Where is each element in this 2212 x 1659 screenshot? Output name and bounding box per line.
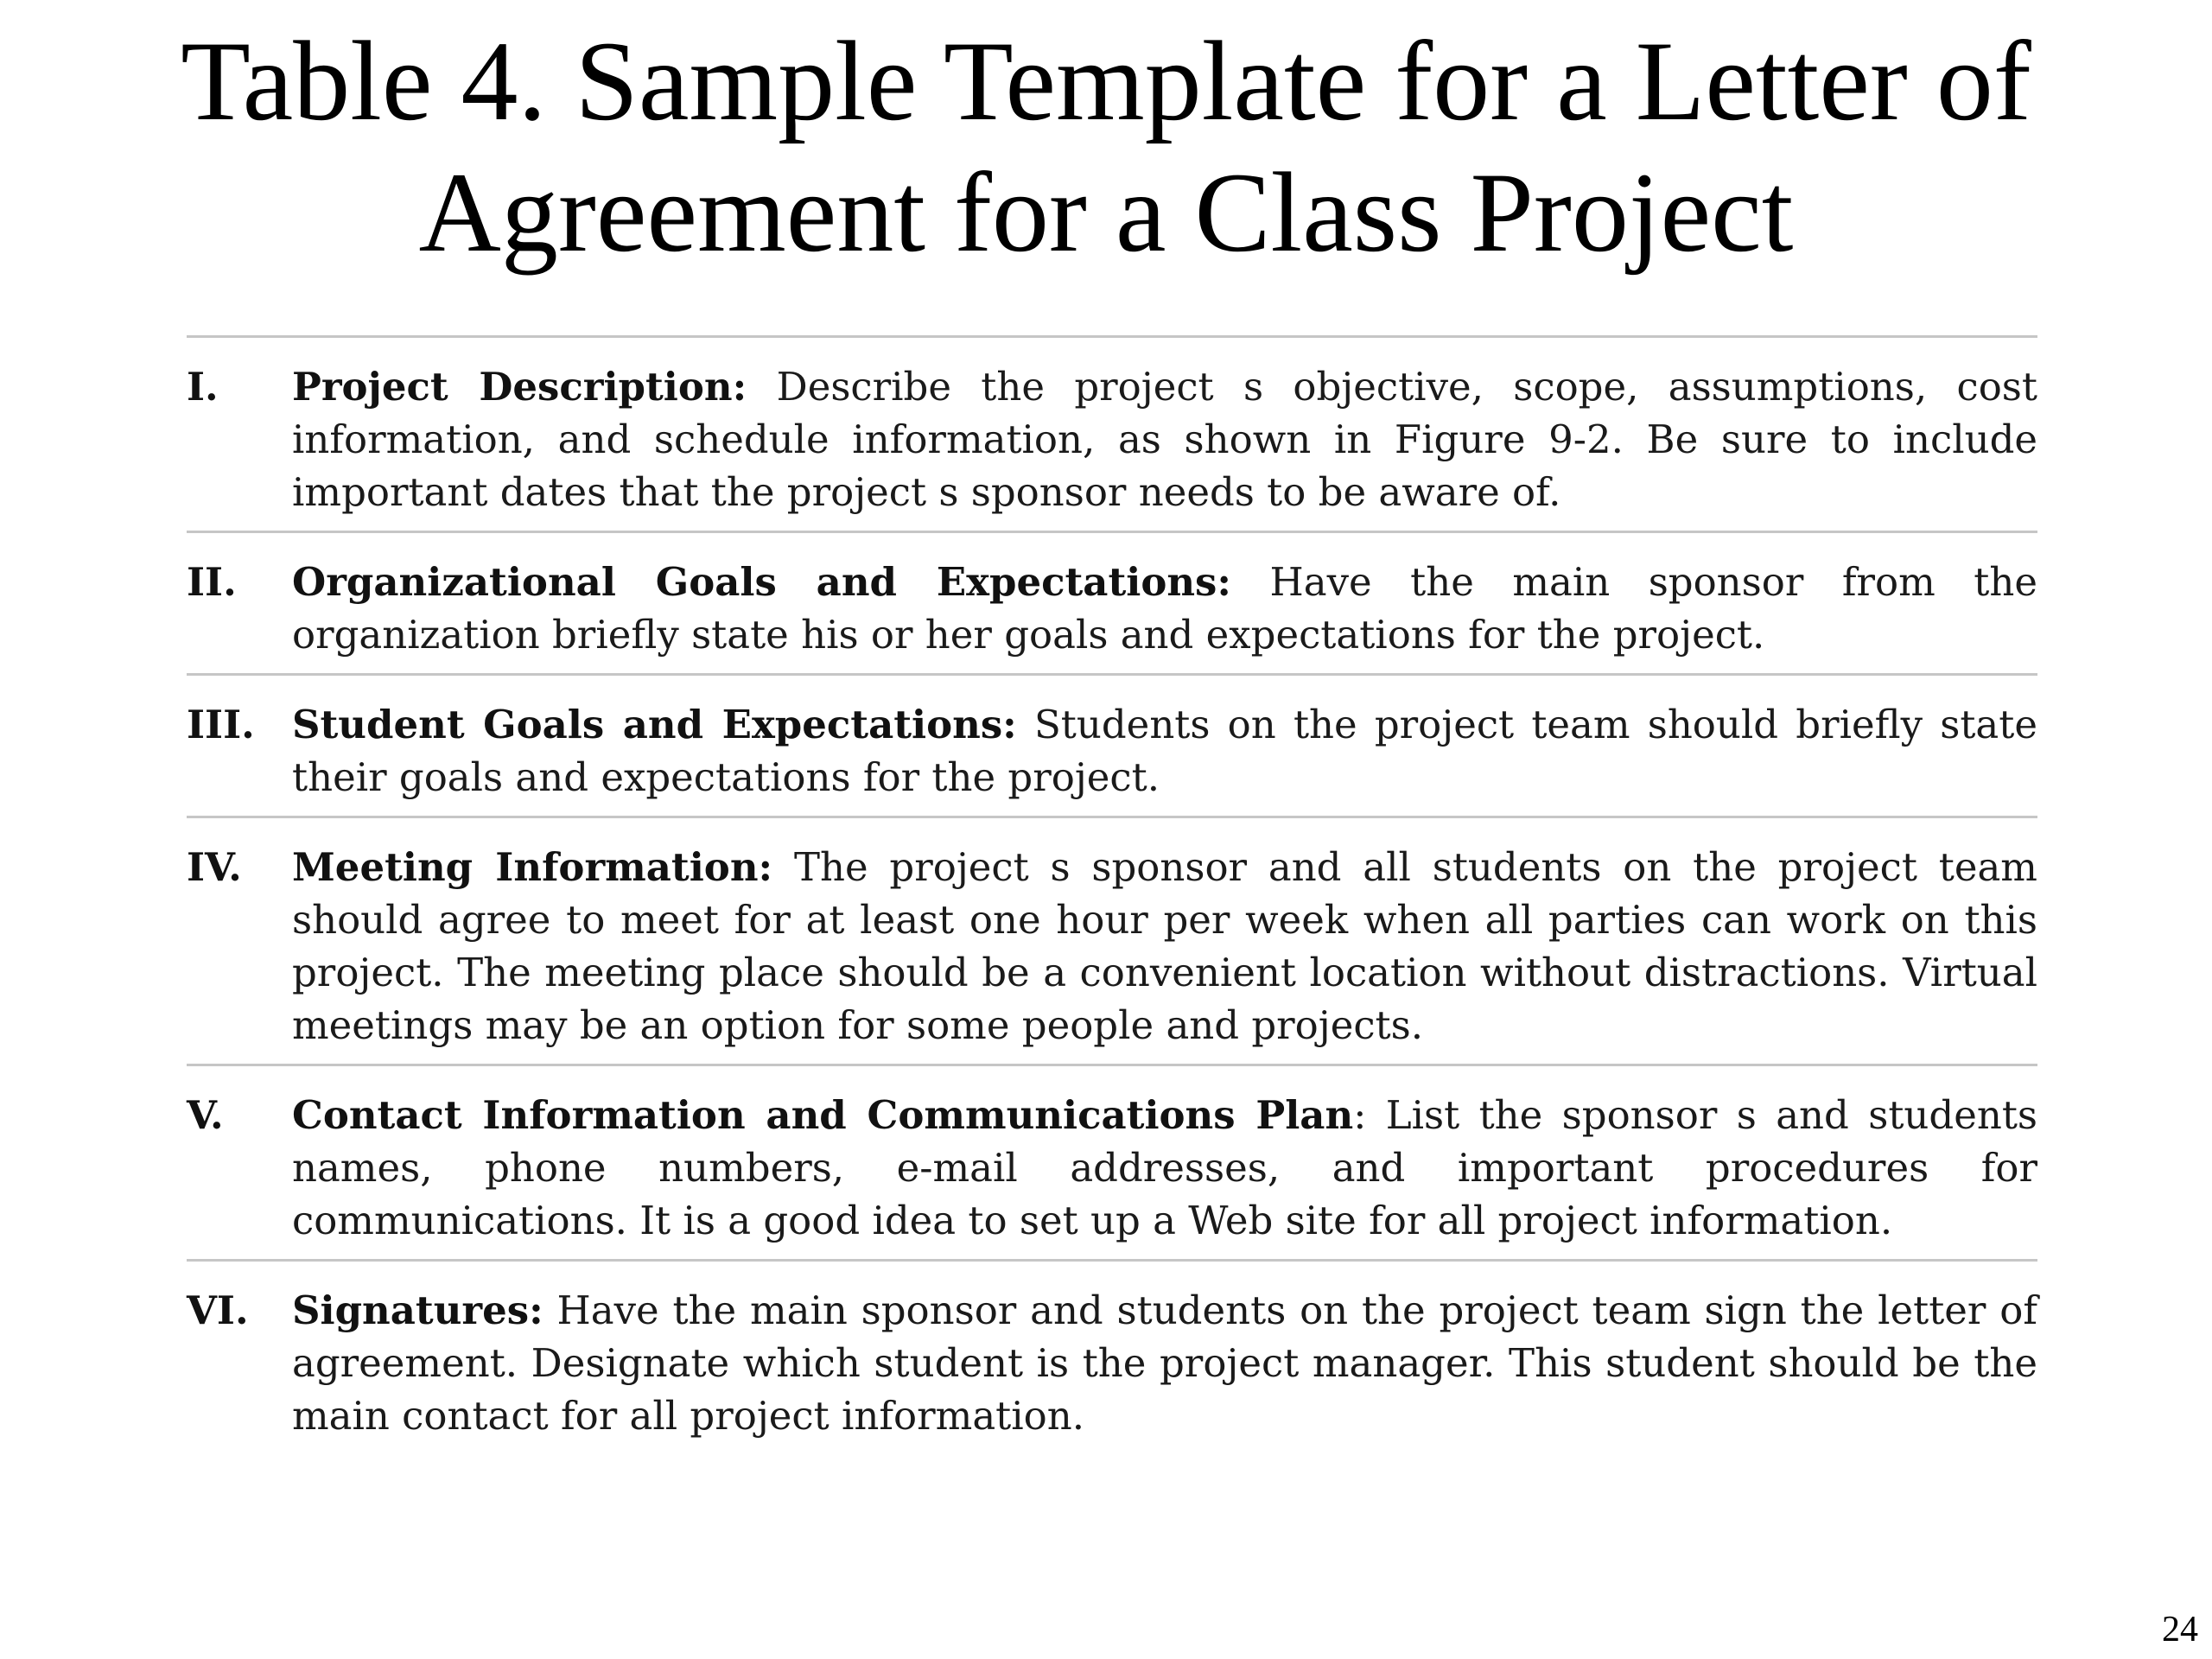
table-row-meeting-information [187, 818, 2037, 1066]
title-line-2: Agreement for a Class Project [418, 149, 1794, 276]
row-text [292, 556, 2037, 661]
row-label: Organizational Goals and Expectations: [292, 559, 1231, 605]
row-numeral: III. [187, 702, 255, 747]
table-row-student-goals [187, 676, 2037, 818]
row-numeral: I. [187, 364, 219, 410]
row-description: Students on the project team should briefly state their goals and expectations for the project. [292, 702, 2037, 800]
row-text [292, 841, 2037, 1052]
title-line-1: Table 4. Sample Template for a Letter of [181, 17, 2031, 144]
row-label: Student Goals and Expectations: [292, 702, 1017, 747]
row-text [292, 1284, 2037, 1442]
row-label: Project Description: [292, 364, 747, 410]
row-text [292, 698, 2037, 804]
table-row-contact-information [187, 1066, 2037, 1262]
row-label: Meeting Information: [292, 844, 773, 890]
row-label: Contact Information and Communications Plan [292, 1092, 1354, 1138]
row-description: Have the main sponsor and students on the project team sign the letter of agreement. Designate which student is the project manager. This student should be the main contact for all project information. [292, 1287, 2037, 1439]
row-numeral: IV. [187, 844, 242, 890]
table-row-project-description [187, 338, 2037, 533]
slide-title [0, 16, 2212, 278]
row-label: Signatures: [292, 1287, 543, 1333]
row-text [292, 360, 2037, 518]
row-description: Have the main sponsor from the organization briefly state his or her goals and expectations for the project. [292, 559, 2037, 658]
row-text [292, 1089, 2037, 1247]
agreement-template-table [187, 335, 2037, 1454]
row-numeral: V. [187, 1092, 224, 1138]
row-numeral: II. [187, 559, 237, 605]
row-description: : List the sponsor s and students names, phone numbers, e-mail addresses, and important procedures for communications. It is a good idea to set up a Web site for all project information. [292, 1092, 2037, 1243]
table-row-signatures [187, 1262, 2037, 1454]
table-row-organizational-goals [187, 533, 2037, 676]
row-numeral: VI. [187, 1287, 249, 1333]
page-number: 24 [2162, 1610, 2198, 1649]
row-description: Describe the project s objective, scope, assumptions, cost information, and schedule information, as shown in Figure 9-2. Be sure to include important dates that the project s sponsor needs to be aware of. [292, 364, 2037, 515]
row-description: The project s sponsor and all students on the project team should agree to meet for at least one hour per week when all parties can work on this project. The meeting place should be a convenient location without distractions. Virtual meetings may be an option for some people and projects. [292, 844, 2037, 1048]
